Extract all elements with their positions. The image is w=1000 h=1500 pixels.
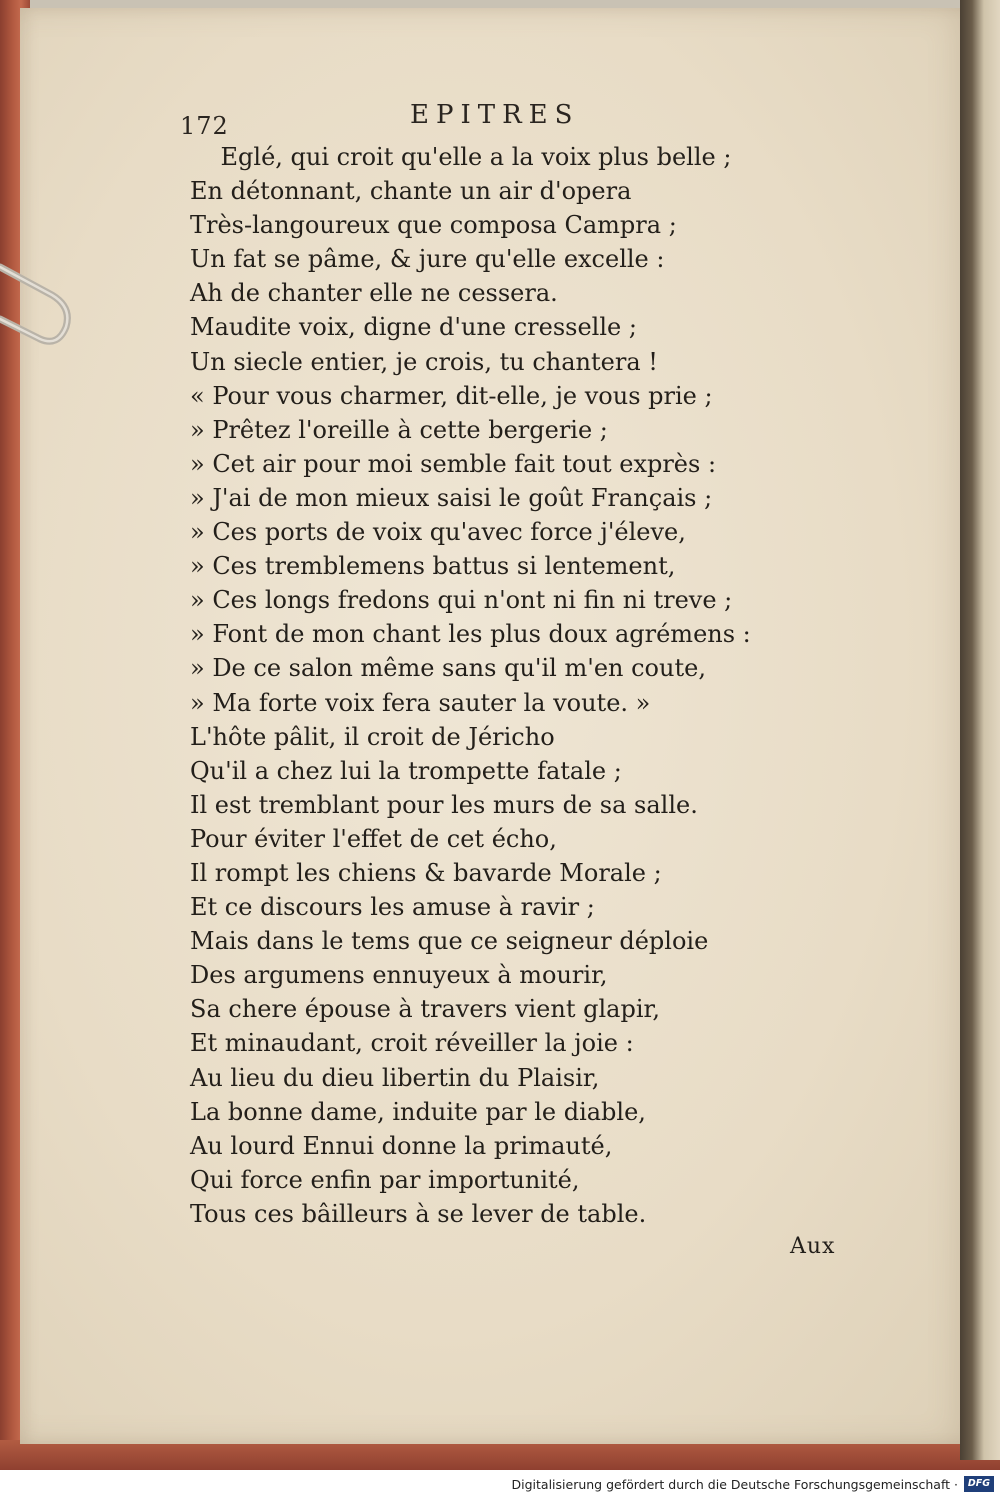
poem-text — [190, 140, 890, 1231]
poem-line: » Ces longs fredons qui n'ont ni fin ni treve ; — [190, 586, 733, 615]
poem-line: Il rompt les chiens & bavarde Morale ; — [190, 858, 662, 887]
poem-line: Et ce discours les amuse à ravir ; — [190, 893, 595, 922]
footer-bar — [0, 1470, 1000, 1500]
poem-line: » Ces ports de voix qu'avec force j'éleve, — [190, 518, 686, 547]
poem-line: » Ces tremblemens battus si lentement, — [190, 552, 676, 581]
header-title: EPITRES — [410, 100, 580, 130]
poem-line: Qu'il a chez lui la trompette fatale ; — [190, 756, 622, 785]
poem-line: » Font de mon chant les plus doux agrémens : — [190, 620, 751, 649]
poem-line: Tous ces bâilleurs à se lever de table. — [190, 1199, 647, 1228]
poem-line: » Prêtez l'oreille à cette bergerie ; — [190, 415, 608, 444]
running-head — [180, 100, 880, 140]
book-bottom-edge — [0, 1440, 1000, 1470]
poem-line: Mais dans le tems que ce seigneur déploie — [190, 927, 709, 956]
dfg-logo-icon[interactable]: DFG — [964, 1476, 994, 1492]
catchword: Aux — [790, 1234, 836, 1259]
poem-line: Et minaudant, croit réveiller la joie : — [190, 1029, 634, 1058]
facing-page-edge — [960, 0, 1000, 1460]
poem-line: Très-langoureux que composa Campra ; — [190, 211, 677, 240]
page-clip-icon — [0, 255, 74, 365]
poem-line: Maudite voix, digne d'une cresselle ; — [190, 313, 637, 342]
poem-line: « Pour vous charmer, dit-elle, je vous prie ; — [190, 381, 713, 410]
poem-line: La bonne dame, induite par le diable, — [190, 1097, 646, 1126]
poem-line: Ah de chanter elle ne cessera. — [190, 279, 558, 308]
poem-line: En détonnant, chante un air d'opera — [190, 177, 632, 206]
footer-credit: Digitalisierung gefördert durch die Deutsche Forschungsgemeinschaft · — [511, 1477, 958, 1492]
poem-line: Au lieu du dieu libertin du Plaisir, — [190, 1063, 600, 1092]
poem-line: Un fat se pâme, & jure qu'elle excelle : — [190, 245, 665, 274]
poem-line: Des argumens ennuyeux à mourir, — [190, 961, 608, 990]
poem-line: Sa chere épouse à travers vient glapir, — [190, 995, 660, 1024]
poem-line: Qui force enfin par importunité, — [190, 1165, 580, 1194]
poem-line: Eglé, qui croit qu'elle a la voix plus belle ; — [190, 143, 732, 171]
poem-line: Au lourd Ennui donne la primauté, — [190, 1131, 613, 1160]
poem-line: » J'ai de mon mieux saisi le goût Français ; — [190, 483, 713, 512]
poem-line: L'hôte pâlit, il croit de Jéricho — [190, 722, 555, 751]
poem-line: » De ce salon même sans qu'il m'en coute, — [190, 654, 706, 683]
poem-line: » Ma forte voix fera sauter la voute. » — [190, 688, 651, 717]
poem-line: Pour éviter l'effet de cet écho, — [190, 824, 557, 853]
poem-line: » Cet air pour moi semble fait tout exprès : — [190, 449, 717, 478]
poem-line: Un siecle entier, je crois, tu chantera ! — [190, 347, 658, 376]
page-number: 172 — [180, 112, 229, 140]
poem-line: Il est tremblant pour les murs de sa salle. — [190, 790, 698, 819]
